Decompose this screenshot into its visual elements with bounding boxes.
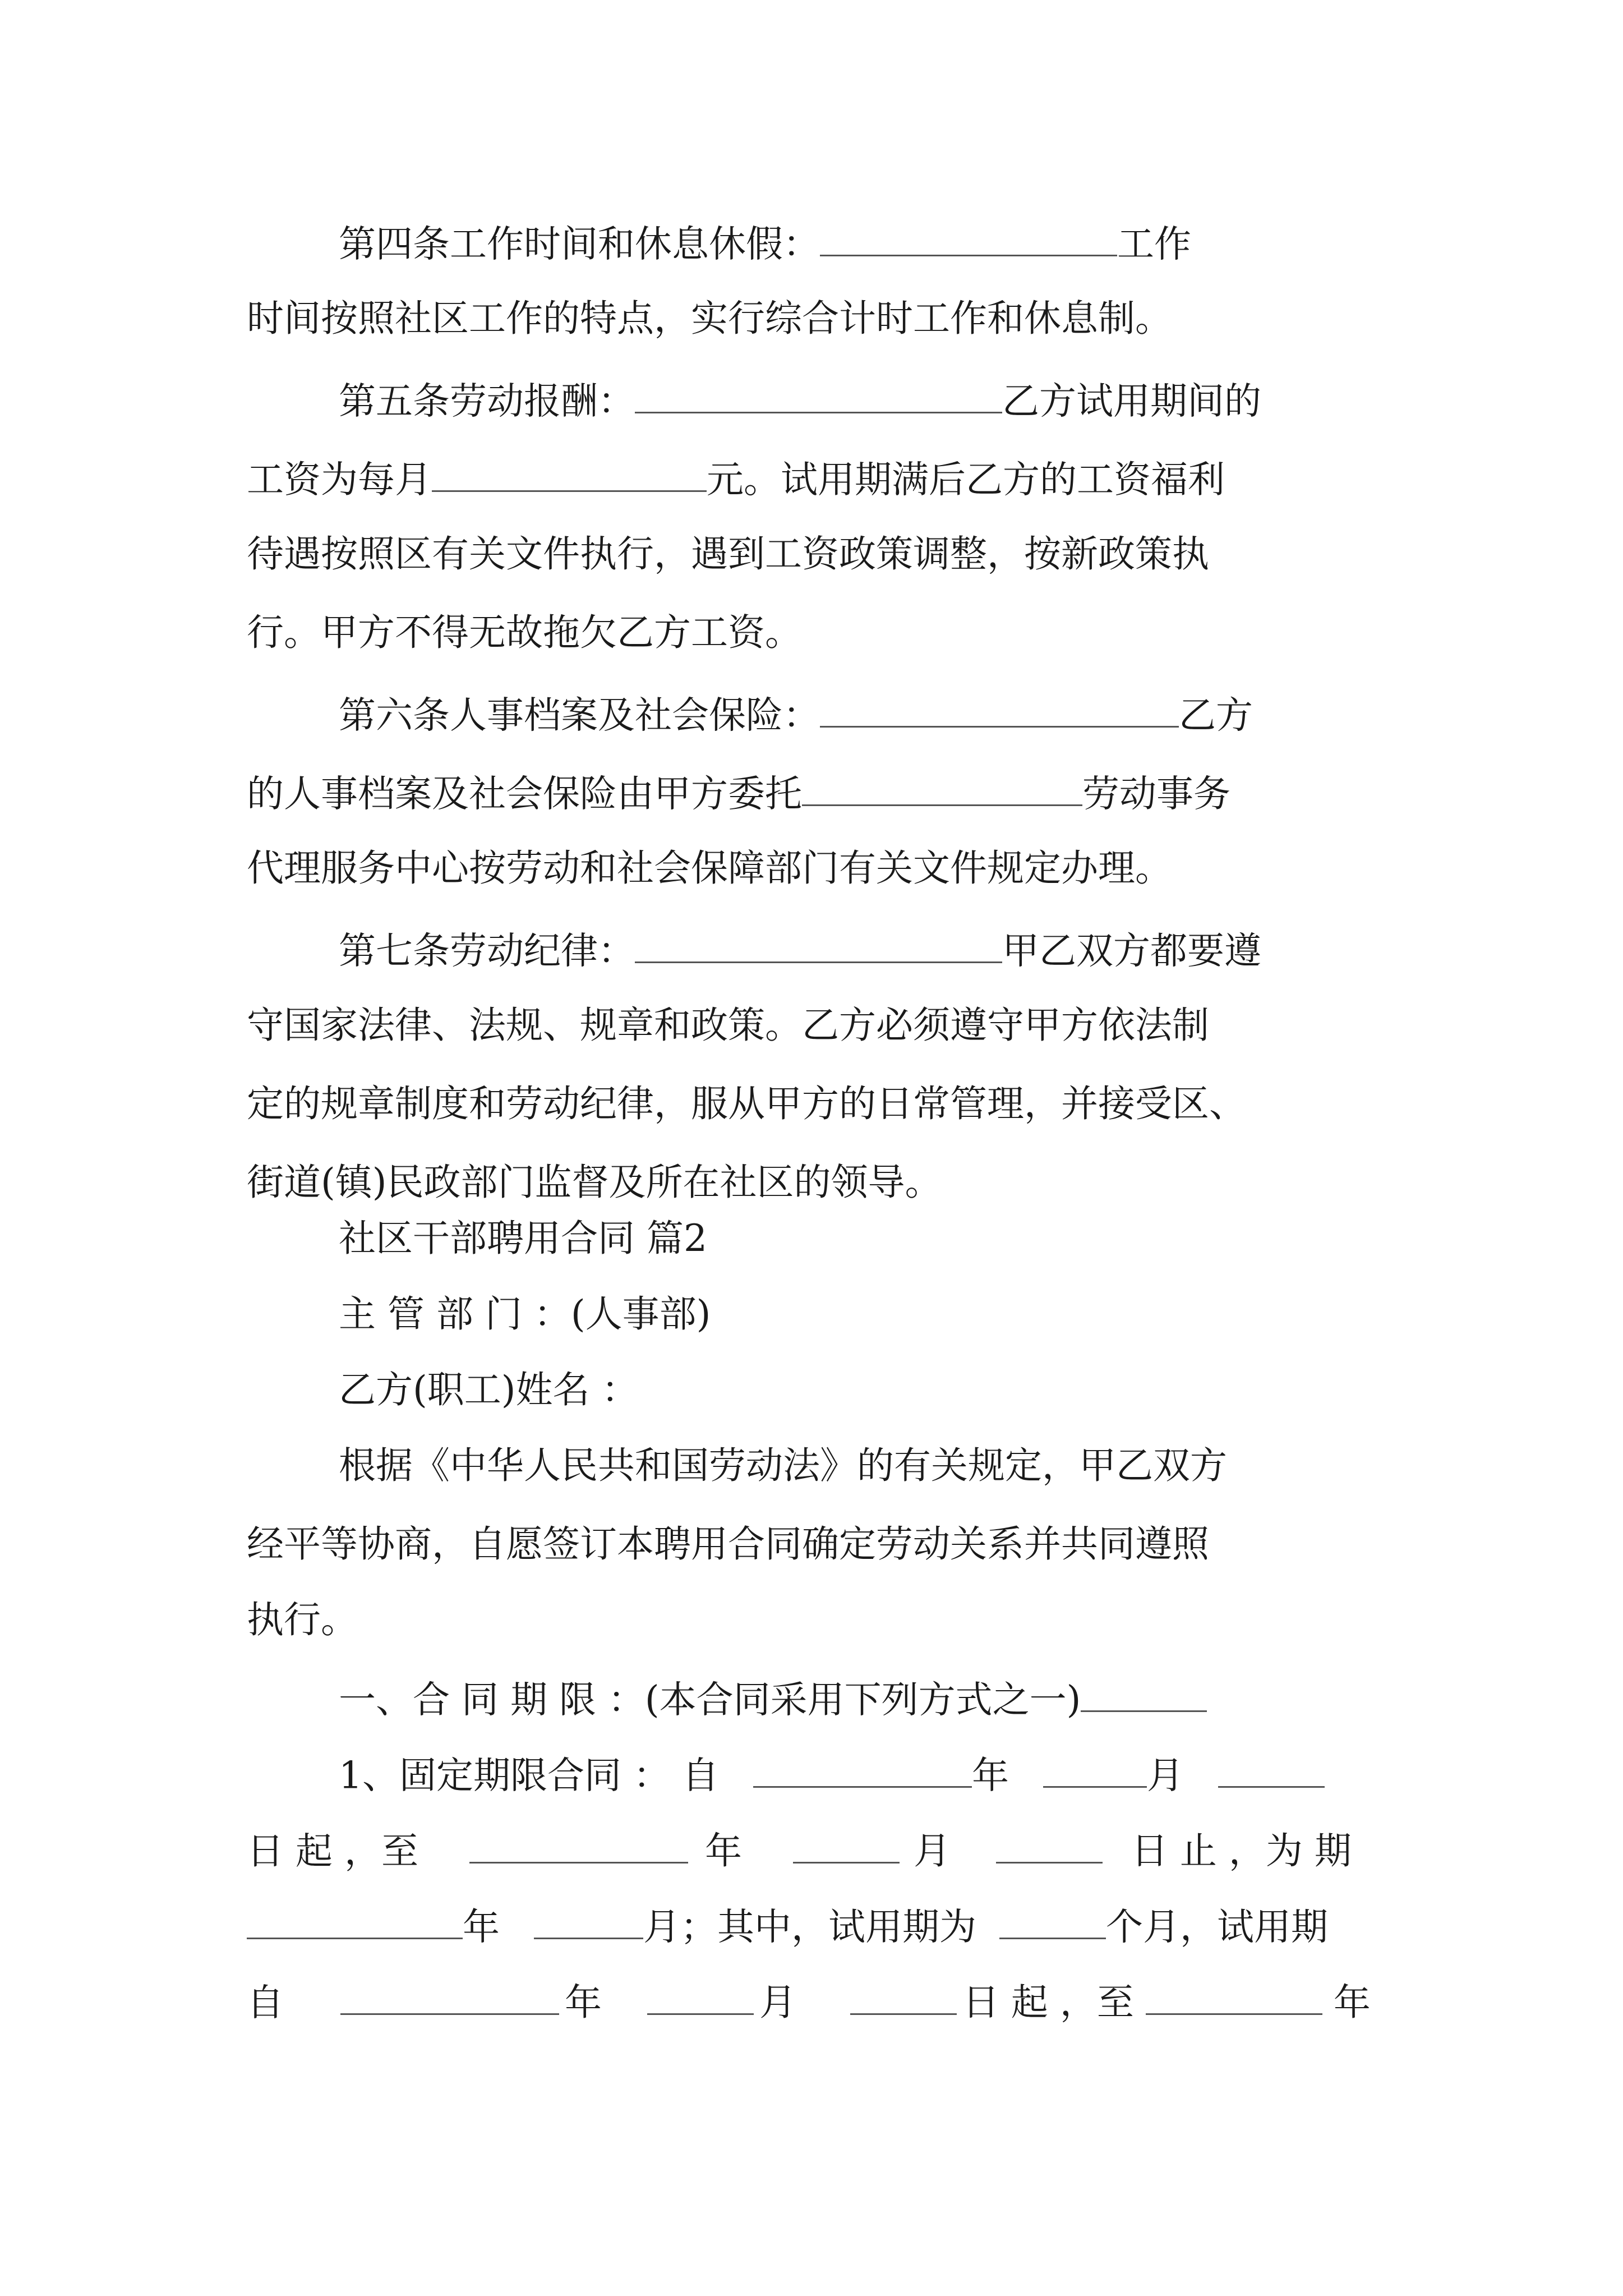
duration-year-blank[interactable] xyxy=(247,1904,463,1939)
art4-title: 第四条工作时间和休息休假： xyxy=(339,222,820,266)
art5-line4: 行。甲方不得无故拖欠乙方工资。 xyxy=(247,611,802,654)
duration-month-blank[interactable] xyxy=(534,1904,643,1939)
fixed-l2-start: 日 起 ，至 xyxy=(247,1829,418,1873)
fixed-l3-end: 个月，试用期 xyxy=(1105,1905,1328,1949)
fixed-l4-start: 自 xyxy=(247,1981,284,2024)
art5-line3: 待遇按照区有关文件执行，遇到工资政策调整，按新政策执 xyxy=(247,532,1209,576)
art5-after-blank: 乙方试用期间的 xyxy=(1002,379,1261,423)
art5-blank[interactable] xyxy=(635,379,1002,413)
fixed-l2-end: 日 止 ，为 期 xyxy=(1131,1829,1352,1873)
art4-blank[interactable] xyxy=(820,222,1117,256)
section2-title: 社区干部聘用合同 篇2 xyxy=(339,1217,707,1260)
art5-line2-post: 元。试用期满后乙方的工资福利 xyxy=(707,458,1225,501)
art7-title: 第七条劳动纪律： xyxy=(339,929,635,973)
agency-blank[interactable] xyxy=(802,771,1082,806)
duration-year-label: 年 xyxy=(463,1905,500,1949)
art6-line2-post: 劳动事务 xyxy=(1082,772,1230,816)
art5-title: 第五条劳动报酬： xyxy=(339,379,635,423)
art7-line3: 定的规章制度和劳动纪律，服从甲方的日常管理，并接受区、 xyxy=(247,1082,1246,1125)
probation-end-year-blank[interactable] xyxy=(1146,1980,1322,2015)
basis-line2: 经平等协商，自愿签订本聘用合同确定劳动关系并共同遵照 xyxy=(247,1522,1209,1566)
end-year-label: 年 xyxy=(704,1829,742,1873)
probation-end-year-label: 年 xyxy=(1333,1981,1371,2024)
start-year-label: 年 xyxy=(971,1754,1009,1797)
fixed-line1 xyxy=(339,1753,1325,1797)
end-year-blank[interactable] xyxy=(469,1829,688,1864)
art6-line3: 代理服务中心按劳动和社会保障部门有关文件规定办理。 xyxy=(247,846,1172,890)
term-option-blank[interactable] xyxy=(1081,1677,1207,1712)
art4-line1 xyxy=(339,222,1191,266)
start-month-blank[interactable] xyxy=(1043,1753,1147,1788)
art6-after-blank: 乙方 xyxy=(1179,693,1253,737)
probation-start-day-blank[interactable] xyxy=(850,1980,957,2015)
fixed-l3-text: 月；其中，试用期为 xyxy=(643,1905,976,1949)
probation-start-month-blank[interactable] xyxy=(647,1980,754,2015)
art5-line1 xyxy=(339,379,1261,423)
art7-line1 xyxy=(339,928,1261,973)
art4-line2: 时间按照社区工作的特点，实行综合计时工作和休息制。 xyxy=(247,297,1172,340)
probation-months-blank[interactable] xyxy=(999,1904,1106,1939)
art5-line2-pre: 工资为每月 xyxy=(247,458,432,501)
end-month-label: 月 xyxy=(913,1829,951,1873)
fixed-line3 xyxy=(247,1904,1328,1949)
probation-start-year-blank[interactable] xyxy=(340,1980,559,2015)
end-month-blank[interactable] xyxy=(793,1829,900,1864)
term-heading-text: 一、合 同 期 限 ：(本合同采用下列方式之一) xyxy=(339,1678,1081,1722)
art7-after-blank: 甲乙双方都要遵 xyxy=(1002,929,1261,973)
art6-line1 xyxy=(339,693,1253,737)
art7-line4: 街道(镇)民政部门监督及所在社区的领导。 xyxy=(247,1161,942,1204)
fixed-line4 xyxy=(247,1980,1371,2024)
probation-start-month-label: 月 xyxy=(759,1981,796,2024)
art6-line2-pre: 的人事档案及社会保险由甲方委托 xyxy=(247,772,802,816)
fixed-prefix: 1、固定期限合同 ： 自 xyxy=(339,1754,719,1797)
employee-name-line: 乙方(职工)姓名 ： xyxy=(339,1368,639,1411)
probation-start-year-label: 年 xyxy=(564,1981,602,2024)
start-month-label: 月 xyxy=(1146,1754,1184,1797)
end-day-blank[interactable] xyxy=(996,1829,1103,1864)
art6-line2 xyxy=(247,771,1230,816)
art5-line2 xyxy=(247,457,1225,501)
start-year-blank[interactable] xyxy=(753,1753,972,1788)
art6-blank[interactable] xyxy=(820,693,1179,728)
basis-line1: 根据《中华人民共和国劳动法》的有关规定，甲乙双方 xyxy=(339,1444,1227,1487)
salary-blank[interactable] xyxy=(432,457,707,492)
art4-after-blank: 工作 xyxy=(1117,222,1191,266)
fixed-l4-day-from: 日 起 ，至 xyxy=(962,1981,1134,2024)
art7-line2: 守国家法律、法规、规章和政策。乙方必须遵守甲方依法制 xyxy=(247,1004,1209,1047)
basis-line3: 执行。 xyxy=(247,1598,358,1641)
fixed-line2 xyxy=(247,1829,1352,1873)
art6-title: 第六条人事档案及社会保险： xyxy=(339,693,820,737)
term-heading xyxy=(339,1677,1207,1722)
dept-line: 主 管 部 门 ：(人事部) xyxy=(339,1292,711,1336)
art7-blank[interactable] xyxy=(635,928,1002,963)
start-day-blank[interactable] xyxy=(1218,1753,1325,1788)
